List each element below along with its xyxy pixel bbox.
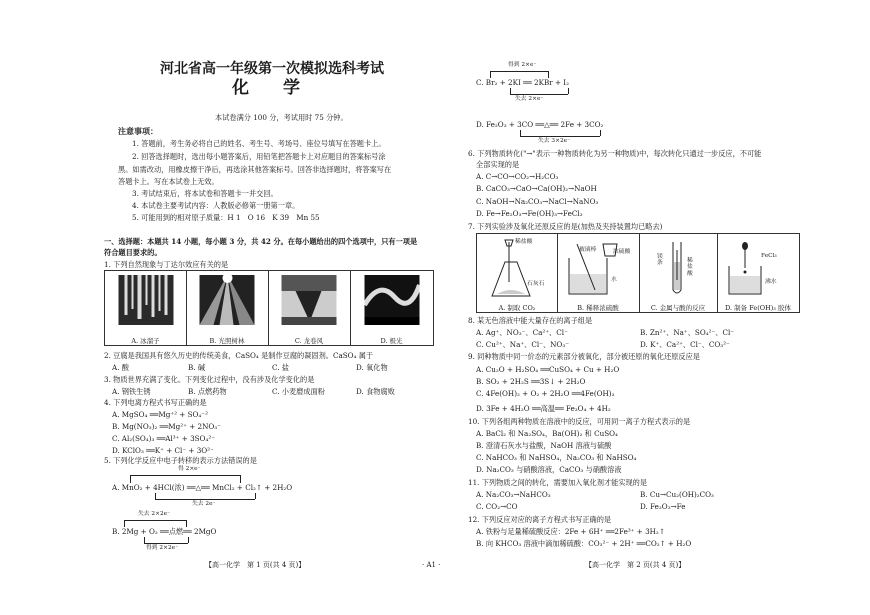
q1-caption-b: B. 光照树林 bbox=[209, 336, 245, 345]
dilution-drawing bbox=[557, 234, 639, 298]
question-12: 12. 下列反应对应的离子方程式书写正确的是 bbox=[468, 515, 612, 524]
q11-option-b: B. Cu→Cu₂(OH)₂CO₃ bbox=[640, 490, 714, 499]
q7c-label-2: 稀盐酸 bbox=[687, 258, 693, 277]
q7c-label-1: 镁条 bbox=[657, 254, 663, 267]
q9-option-b: B. SO₂ + 2H₂S ══3S↓ + 2H₂O bbox=[476, 377, 586, 386]
q5a-equation: A. MnO₂ + 4HCl(浓) ══△══ MnCl₂ + Cl₂↑ + 2H₂O bbox=[112, 483, 293, 492]
q10-option-a: A. BaCl₂ 和 Na₂SO₄，Ba(OH)₂ 和 CuSO₄ bbox=[476, 429, 618, 438]
notice-2: 2. 回答选择题时，选出每小题答案后，用铅笔把答题卡上对应题目的答案标号涂 bbox=[132, 152, 386, 161]
q10-option-c: C. NaHCO₃ 和 NaHSO₄，Na₂CO₃ 和 NaHSO₄ bbox=[476, 453, 637, 462]
q12-option-b: B. 向 KHCO₃ 溶液中滴加稀硫酸：CO₃²⁻ + 2H⁺ ══CO₂↑ + H₂O bbox=[476, 539, 692, 548]
q5c-bottom-bracket bbox=[510, 94, 568, 95]
q5b-bot-left bbox=[144, 537, 145, 543]
q4-option-b: B. Mg(NO₃)₂ ══Mg²⁺ + 2NO₃⁻ bbox=[112, 422, 221, 431]
section-heading-2: 符合题目要求的。 bbox=[104, 248, 162, 257]
q8-option-b: B. Zn²⁺、Na⁺、SO₄²⁻、Cl⁻ bbox=[640, 328, 735, 337]
q5c-lose-label: 失去 2×e⁻ bbox=[515, 96, 544, 102]
q7-caption-c: C. 金属与酸的反应 bbox=[650, 303, 706, 312]
q5b-gain-label: 得到 2×2e⁻ bbox=[146, 545, 179, 551]
q5b-top-right bbox=[186, 520, 187, 527]
question-3: 3. 物质世界充满了变化。下列变化过程中，没有涉及化学变化的是 bbox=[104, 375, 315, 384]
q3-option-b: B. 点燃药物 bbox=[188, 387, 227, 396]
q5b-top-bracket bbox=[124, 520, 186, 521]
q5a-lose-label: 失去 2e⁻ bbox=[192, 501, 216, 507]
q8-option-a: A. Ag⁺、NO₃⁻、Ca²⁺、Cl⁻ bbox=[476, 328, 568, 337]
q3-option-c: C. 小麦磨成面粉 bbox=[272, 387, 325, 396]
question-7: 7. 下列实验涉及氧化还原反应的是(加热及夹持装置均已略去) bbox=[468, 222, 663, 231]
question-9: 9. 同种物质中同一价态的元素部分被氧化，部分被还原的氧化还原反应是 bbox=[468, 352, 700, 361]
q1-cell-c bbox=[268, 271, 351, 345]
q7d-label-2: 沸水 bbox=[765, 279, 777, 285]
q1-cell-b bbox=[186, 271, 269, 345]
notice-1: 1. 答题前，考生务必将自己的姓名、考生号、考场号、座位号填写在答题卡上。 bbox=[132, 139, 386, 148]
q7b-label-3: 水 bbox=[611, 277, 617, 283]
q10-option-b: B. 澄清石灰水与盐酸，NaOH 溶液与硫酸 bbox=[476, 441, 612, 450]
q5b-bot-right bbox=[188, 537, 189, 543]
question-1: 1. 下列自然现象与丁达尔效应有关的是 bbox=[104, 260, 229, 269]
q7a-label-2: 石灰石 bbox=[527, 281, 545, 287]
q5d-equation: D. Fe₂O₃ + 3CO ══△══ 2Fe + 3CO₂ bbox=[476, 120, 604, 129]
notice-2b: 黑。如需改动，用橡皮擦干净后，再选涂其他答案标号。回答非选择题时，将答案写在 bbox=[118, 165, 392, 174]
q8-option-c: C. Cu²⁺、Na⁺、Cl⁻、NO₃⁻ bbox=[476, 340, 569, 349]
section-heading: 一、选择题：本题共 14 小题，每小题 3 分，共 42 分。在每小题给出的四个选项中，只有一项是 bbox=[104, 237, 418, 246]
question-4: 4. 下列电离方程式书写正确的是 bbox=[104, 398, 207, 407]
q5c-gain-label: 得到 2×e⁻ bbox=[508, 62, 537, 68]
notice-3: 3. 考试结束后，将本试卷和答题卡一并交回。 bbox=[132, 189, 278, 198]
question-8: 8. 某无色溶液中能大量存在的离子组是 bbox=[468, 316, 593, 325]
q5a-top-right bbox=[240, 475, 241, 483]
q7-cell-d bbox=[717, 234, 799, 312]
q5c-bot-right bbox=[568, 88, 569, 94]
q6-option-c: C. NaOH→Na₂CO₃→NaCl→NaNO₃ bbox=[476, 197, 599, 206]
q9-option-a: A. Cu₂O + H₂SO₄ ══CuSO₄ + Cu + H₂O bbox=[476, 365, 620, 374]
tornado-photo bbox=[282, 275, 337, 325]
q1-photo-table bbox=[104, 270, 434, 346]
q7-cell-c bbox=[639, 234, 718, 312]
q5b-lose-label: 失去 2×2e⁻ bbox=[138, 511, 171, 517]
q5a-top-left bbox=[130, 475, 131, 483]
q5b-equation: B. 2Mg + O₂ ══点燃══ 2MgO bbox=[112, 527, 217, 536]
q11-option-c: C. CO₂→CO bbox=[476, 502, 518, 511]
q5c-bot-left bbox=[510, 88, 511, 94]
q7-cell-b bbox=[557, 234, 640, 312]
question-11: 11. 下列物质之间的转化，需要加入氧化剂才能实现的是 bbox=[468, 478, 648, 487]
q5a-bot-left bbox=[155, 493, 156, 499]
colloid-drawing bbox=[717, 234, 799, 298]
q5a-bot-right bbox=[255, 493, 256, 499]
q4-option-c: C. Al₂(SO₄)₃ ══Al³⁺ + 3SO₄²⁻ bbox=[112, 434, 216, 443]
question-6b: 全部实现的是 bbox=[476, 160, 520, 169]
forest-light-photo bbox=[200, 275, 255, 325]
q7-apparatus-table bbox=[476, 233, 800, 313]
q8-option-d: D. K⁺、Ca²⁺、Cl⁻、CO₃²⁻ bbox=[640, 340, 730, 349]
q7-caption-d: D. 制备 Fe(OH)₃ 胶体 bbox=[725, 303, 791, 312]
exam-info: 本试卷满分 100 分，考试用时 75 分钟。 bbox=[215, 113, 348, 122]
q2-option-c: C. 盐 bbox=[272, 363, 289, 372]
q7-caption-b: B. 稀释浓硫酸 bbox=[577, 303, 619, 312]
q7-cell-a bbox=[477, 234, 558, 312]
notice-2c: 答题卡上。写在本试卷上无效。 bbox=[118, 177, 219, 186]
q1-cell-a bbox=[105, 271, 187, 345]
q5d-lose-label: 失去 3×2e⁻ bbox=[538, 138, 571, 144]
icicle-photo bbox=[118, 275, 173, 325]
notice-4: 4. 本试卷主要考试内容：人教版必修第一册第一章。 bbox=[132, 201, 300, 210]
q4-option-d: D. KClO₃ ══K⁺ + Cl⁻ + 3O²⁻ bbox=[112, 446, 214, 455]
q7b-label-2: 浓硫酸 bbox=[613, 249, 631, 255]
left-footer: 【高一化学 第 1 页(共 4 页)】 bbox=[205, 561, 306, 569]
metal-acid-drawing bbox=[639, 234, 717, 298]
q6-option-d: D. Fe→Fe₂O₃→Fe(OH)₃→FeCl₃ bbox=[476, 209, 583, 218]
q4-option-a: A. MgSO₄ ══Mg⁺² + SO₄⁻² bbox=[112, 410, 208, 419]
q7d-label-1: FeCl₃ bbox=[761, 253, 777, 259]
q2-option-d: D. 氧化物 bbox=[356, 363, 388, 372]
q6-option-b: B. CaCO₃→CaO→Ca(OH)₂→NaOH bbox=[476, 184, 597, 193]
q5b-top-left bbox=[124, 520, 125, 527]
q5d-bot-right bbox=[600, 130, 601, 136]
q5a-top-bracket bbox=[130, 475, 240, 476]
q5c-equation: C. Br₂ + 2KI ══ 2KBr + I₂ bbox=[476, 78, 569, 87]
q3-option-a: A. 钢铁生锈 bbox=[112, 387, 151, 396]
notice-heading: 注意事项： bbox=[118, 126, 158, 136]
q5a-bottom-bracket bbox=[155, 499, 255, 500]
right-footer: 【高一化学 第 2 页(共 4 页)】 bbox=[585, 561, 686, 569]
q5d-bot-left bbox=[520, 130, 521, 136]
q1-cell-d bbox=[350, 271, 433, 345]
q1-caption-d: D. 极光 bbox=[380, 336, 403, 345]
question-6: 6. 下列物质转化("→"表示一种物质转化为另一种物质)中，每次转化只通过一步反应，不可能 bbox=[468, 149, 762, 158]
question-10: 10. 下列各组两种物质在溶液中的反应，可用同一离子方程式表示的是 bbox=[468, 417, 691, 426]
q7a-label-1: 稀盐酸 bbox=[515, 239, 533, 245]
q1-caption-c: C. 龙卷风 bbox=[294, 336, 324, 345]
q12-option-a: A. 铁粉与足量稀硫酸反应：2Fe + 6H⁺ ══2Fe³⁺ + 3H₂↑ bbox=[476, 527, 665, 536]
question-2: 2. 豆腐是我国具有悠久历史的传统美食，CaSO₄ 是制作豆腐的凝固剂。CaSO₄ 属于 bbox=[104, 351, 374, 360]
q2-option-b: B. 碱 bbox=[188, 363, 206, 372]
q5c-top-right bbox=[548, 71, 549, 78]
q5c-top-bracket bbox=[490, 71, 548, 72]
exam-title: 河北省高一年级第一次模拟选科考试 bbox=[160, 61, 384, 77]
notice-5: 5. 可能用到的相对原子质量：H 1 O 16 K 39 Mn 55 bbox=[132, 213, 320, 222]
q3-option-d: D. 食物腐败 bbox=[356, 387, 395, 396]
q9-option-c: C. 4Fe(OH)₂ + O₂ + 2H₂O ══4Fe(OH)₃ bbox=[476, 389, 615, 398]
question-5: 5. 下列化学反应中电子转移的表示方法错误的是 bbox=[104, 456, 257, 465]
aurora-photo bbox=[364, 275, 419, 325]
q5a-gain-label: 得 2×e⁻ bbox=[178, 466, 201, 472]
q7b-label-1: 玻璃棒 bbox=[579, 247, 597, 253]
q7-caption-a: A. 制取 CO₂ bbox=[498, 303, 536, 312]
page-mark: · A1 · bbox=[422, 561, 441, 569]
q11-option-a: A. Na₂CO₃→NaHCO₃ bbox=[476, 490, 551, 499]
q11-option-d: D. Fe₂O₃→Fe bbox=[640, 502, 686, 511]
q1-caption-a: A. 冰溜子 bbox=[131, 336, 160, 345]
q9-option-d: D. 3Fe + 4H₂O ══高温══ Fe₃O₄ + 4H₂ bbox=[476, 404, 611, 413]
subject-title: 化 学 bbox=[232, 78, 300, 98]
q5d-bottom-bracket bbox=[520, 136, 600, 137]
q10-option-d: D. Na₂CO₃ 与硝酸溶液，CaCO₃ 与硝酸溶液 bbox=[476, 465, 622, 474]
q2-option-a: A. 酸 bbox=[112, 363, 129, 372]
q5c-top-left bbox=[490, 71, 491, 78]
q5b-bottom-bracket bbox=[144, 543, 188, 544]
q6-option-a: A. C→CO→CO₂→H₂CO₃ bbox=[476, 172, 559, 181]
